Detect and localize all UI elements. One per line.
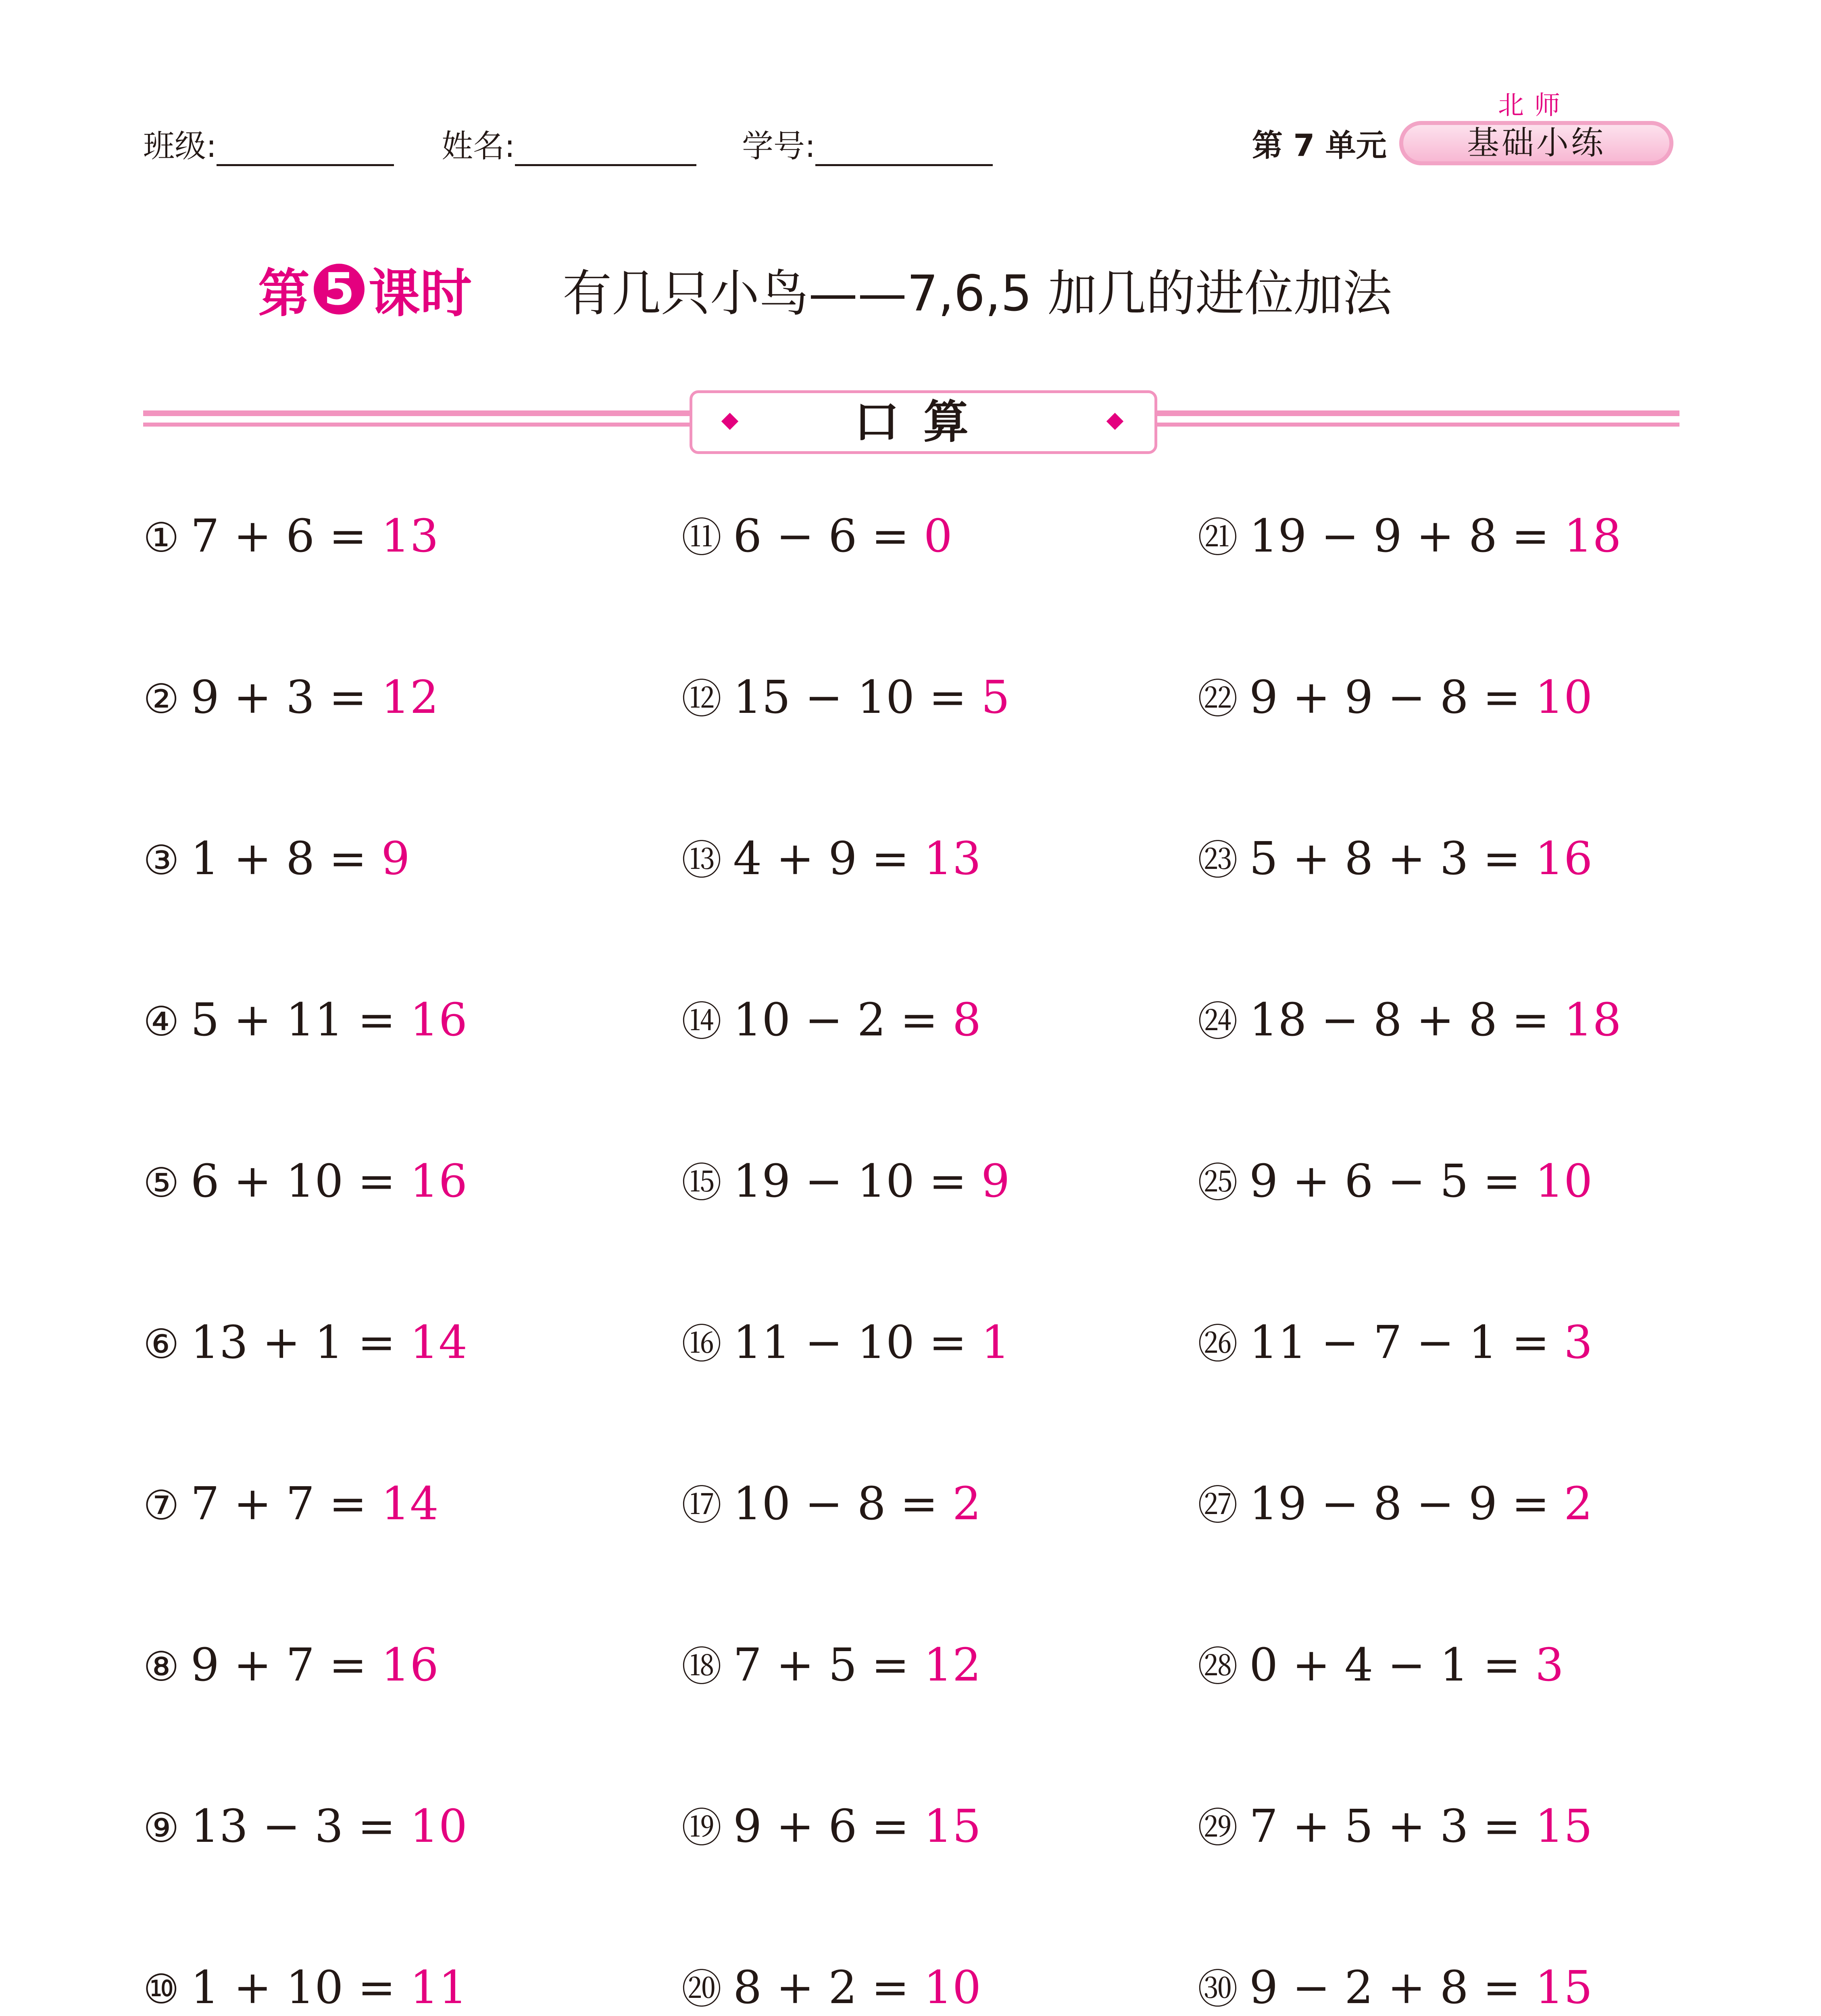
answer: 16 [381,1639,439,1691]
answer: 10 [410,1800,468,1853]
answer: 11 [410,1962,468,2014]
student-no-field [742,121,993,166]
answer: 15 [1535,1962,1593,2014]
answer: 15 [1535,1800,1593,1853]
band-left-bottom [143,423,690,427]
band-left-top [143,410,690,416]
answer: 12 [381,671,439,724]
answer: 14 [381,1478,439,1530]
band-right-top [1157,410,1679,416]
problem-row: ⑯ 11 − 10 = 1 [681,1316,1010,1369]
problem-row: ⑦ 7 + 7 = 14 [143,1478,439,1530]
problem-row: ④ 5 + 11 = 16 [143,994,468,1046]
answer: 9 [381,833,410,885]
problem-row: ㉔ 18 − 8 + 8 = 18 [1198,994,1621,1046]
answer: 15 [923,1800,981,1853]
problem-row: ㉒ 9 + 9 − 8 = 10 [1198,671,1593,724]
answer: 12 [923,1639,981,1691]
problem-row: ⑥ 13 + 1 = 14 [143,1316,468,1369]
name-field [442,121,696,166]
problem-row: ㉕ 9 + 6 − 5 = 10 [1198,1155,1593,1208]
answer: 16 [410,994,468,1046]
lesson-label [258,252,472,326]
problem-row: ③ 1 + 8 = 9 [143,833,410,885]
student-no-label: 学号: [742,128,816,165]
answer: 9 [981,1155,1010,1208]
answer: 18 [1564,994,1621,1046]
answer: 2 [1564,1478,1593,1530]
brand-top: 北师 [1498,91,1571,121]
problem-row: ⑳ 8 + 2 = 10 [681,1962,981,2014]
answer: 1 [981,1316,1010,1369]
problem-row: ㉑ 19 − 9 + 8 = 18 [1198,510,1621,562]
class-field [143,121,394,166]
answer: 10 [1535,1155,1593,1208]
answer: 5 [981,671,1010,724]
answer: 0 [923,510,952,562]
problem-row: ⑲ 9 + 6 = 15 [681,1800,981,1853]
unit-label: 第 7 单元 [1252,127,1387,163]
problem-row: ㉙ 7 + 5 + 3 = 15 [1198,1800,1593,1853]
problem-row: ㉓ 5 + 8 + 3 = 16 [1198,833,1593,885]
problem-row: ② 9 + 3 = 12 [143,671,439,724]
name-input[interactable] [515,135,696,166]
section-title: 口算 [854,396,993,448]
problem-row: ⑬ 4 + 9 = 13 [681,833,981,885]
page-title: 有几只小鸟——7,6,5 加几的进位加法 [563,265,1392,322]
lesson-suffix: 课时 [369,264,472,324]
answer: 16 [1535,833,1593,885]
lesson-number-badge: 5 [314,264,365,314]
class-input[interactable] [217,135,394,166]
problem-row: ㉘ 0 + 4 − 1 = 3 [1198,1639,1564,1691]
problem-row: ⑱ 7 + 5 = 12 [681,1639,981,1691]
answer: 3 [1564,1316,1593,1369]
problem-row: ⑧ 9 + 7 = 16 [143,1639,439,1691]
problem-row: ⑮ 19 − 10 = 9 [681,1155,1010,1208]
answer: 2 [952,1478,981,1530]
problem-row: ⑭ 10 − 2 = 8 [681,994,981,1046]
problem-row: ㉖ 11 − 7 − 1 = 3 [1198,1316,1593,1369]
name-label: 姓名: [442,128,515,165]
answer: 10 [1535,671,1593,724]
problem-row: ⑩ 1 + 10 = 11 [143,1962,468,2014]
answer: 14 [410,1316,468,1369]
problem-row: ⑤ 6 + 10 = 16 [143,1155,468,1208]
answer: 16 [410,1155,468,1208]
answer: 8 [952,994,981,1046]
answer: 18 [1564,510,1621,562]
band-right-bottom [1157,423,1679,427]
problem-row: ㉚ 9 − 2 + 8 = 15 [1198,1962,1593,2014]
problem-row: ⑫ 15 − 10 = 5 [681,671,1010,724]
lesson-prefix: 第 [258,264,310,324]
problem-row: ⑨ 13 − 3 = 10 [143,1800,468,1853]
problem-row: ① 7 + 6 = 13 [143,510,439,562]
student-no-input[interactable] [815,135,993,166]
answer: 13 [381,510,439,562]
problem-row: ⑪ 6 − 6 = 0 [681,510,952,562]
brand-name: 基础小练 [1467,124,1606,162]
class-label: 班级: [143,128,217,165]
problem-row: ㉗ 19 − 8 − 9 = 2 [1198,1478,1593,1530]
answer: 10 [923,1962,981,2014]
answer: 3 [1535,1639,1564,1691]
answer: 13 [923,833,981,885]
problem-row: ⑰ 10 − 8 = 2 [681,1478,981,1530]
